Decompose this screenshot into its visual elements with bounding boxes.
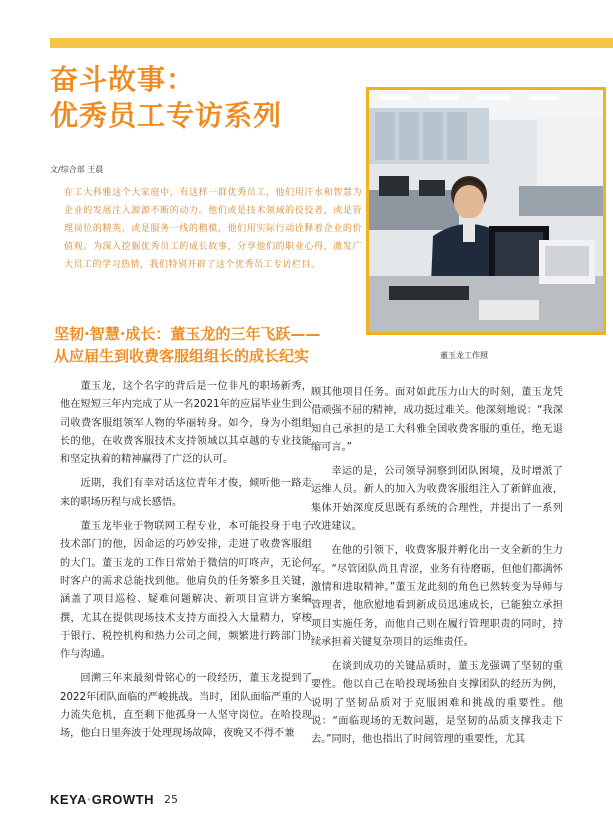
page-title — [50, 62, 370, 134]
brand-keya: KEYA — [50, 792, 87, 807]
title-line-2: 优秀员工专访系列 — [50, 99, 283, 132]
paragraph: 在谈到成功的关键品质时，董玉龙强调了坚韧的重要性。他以自己在哈投现场独自支撑团队的经历为例，说明了坚韧品质对于克服困难和挑战的重要性。他说：“面临现场的无数问题，是坚韧的品质支撑我走下去。”同时，他也指出了时间管理的重要性，尤其 — [311, 661, 563, 746]
brand-dot: · — [86, 792, 92, 807]
office-photo-illustration — [369, 90, 603, 332]
paragraph: 顾其他项目任务。面对如此压力山大的时刻，董玉龙凭借顽强不屈的精神，成功挺过难关。他深刻地说：“我深知自己承担的是工大科雅全国收费客服的重任，绝无退缩可言。” — [311, 387, 563, 453]
paragraph: 在他的引领下，收费客服并孵化出一支全新的生力军。“尽管团队尚且青涩，业务有待磨砺，但他们都满怀激情和进取精神。”董玉龙此刻的角色已然转变为导师与管理者，他欣慰地看到新成员迅速成长，已能独立承担项目实施任务，而他自己则在履行管理职责的同时，持续承担着关键复杂项目的运维责任。 — [311, 545, 563, 648]
employee-photo — [366, 87, 606, 335]
brand-growth: GROWTH — [91, 792, 154, 807]
paragraph: 董玉龙毕业于物联网工程专业，本可能投身于电子技术部门的他，因命运的巧妙安排，走进了收费客服组的大门。董玉龙的工作日常始于微信的叮咚声，无论何时客户的需求总能找到他。他肩负的任务繁多且关键，涵盖了项目巡检、疑难问题解决、新项目宣讲方案编撰，尤其在提供现场技术支持方面投入大量精力，穿梭于银行、税控机构和热力公司之间，频繁进行跨部门协作与沟通。 — [60, 521, 312, 661]
paragraph: 董玉龙，这个名字的背后是一位非凡的职场新秀，他在短短三年内完成了从一名2021年的应届毕业生到公司收费客服组领军人物的华丽转身。如今，身为小组组长的他，在收费客服技术支持领域以其卓越的专业技能和坚定执着的精神赢得了广泛的认可。 — [60, 381, 312, 466]
article-column-right — [311, 384, 563, 756]
byline: 文/综合部 王晨 — [50, 165, 104, 174]
subhead-line-2: 从应届生到收费客服组组长的成长纪实 — [54, 347, 310, 365]
paragraph: 近期，我们有幸对话这位青年才俊，倾听他一路走来的职场历程与成长感悟。 — [60, 478, 312, 508]
top-color-band — [50, 38, 613, 48]
footer-brand — [50, 792, 154, 807]
paragraph: 幸运的是，公司领导洞察到团队困境，及时增派了运维人员。新人的加入为收费客服组注入了新鲜血液，集体开始深度反思既有系统的合理性，并提出了一系列改进建议。 — [311, 466, 563, 533]
article-subheading — [54, 323, 374, 367]
intro-paragraph: 在工大科雅这个大家庭中，有这样一群优秀员工，他们用汗水和智慧为企业的发展注入源源不断的动力。他们或是技术领域的佼佼者，或是管理岗位的精英，或是服务一线的楷模，他们用实际行动诠释着企业的价值观。为深入挖掘优秀员工的成长故事，分享他们的职业心得，激发广大员工的学习热情，我们特别开辟了这个优秀员工专访栏目。 — [64, 188, 362, 270]
paragraph: 回溯三年来最刻骨铭心的一段经历，董玉龙提到了2022年团队面临的严峻挑战。当时，团队面临严重的人力流失危机，直至剩下他孤身一人坚守岗位。在哈投现场，他白日里奔波于处理现场故障，夜晚又不得不兼 — [60, 673, 312, 740]
subhead-line-1: 坚韧·智慧·成长：董玉龙的三年飞跃—— — [54, 325, 321, 343]
page-number: 25 — [164, 793, 178, 806]
title-line-1: 奋斗故事： — [50, 63, 196, 96]
photo-caption: 董玉龙工作照 — [440, 351, 488, 360]
article-column-left — [60, 378, 312, 750]
